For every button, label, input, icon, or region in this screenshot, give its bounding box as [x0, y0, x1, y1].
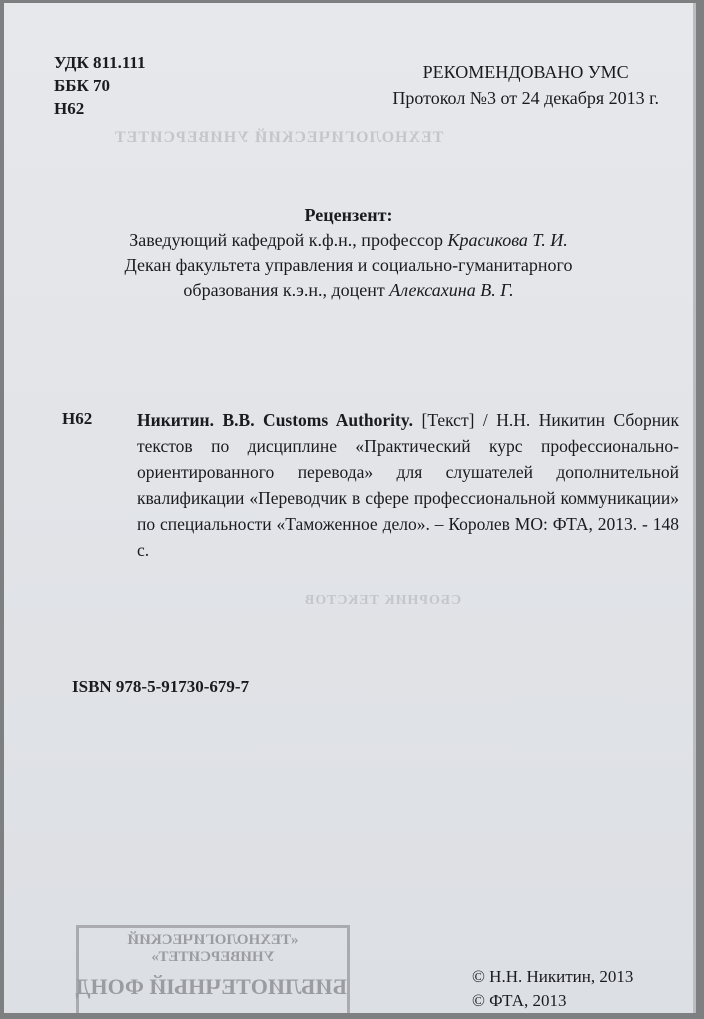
stamp-line-3: БИБЛИОТЕЧНЫЙ ФОНД [75, 974, 347, 999]
reviewer-line-2: Декан факультета управления и социально-гуманитарного [124, 255, 573, 275]
bibliographic-citation [137, 407, 679, 563]
author-mark: Н62 [54, 99, 85, 118]
citation-code: Н62 [62, 409, 93, 428]
recommendation-block [392, 59, 659, 111]
copyright-publisher: © ФТА, 2013 [472, 991, 567, 1010]
copyright-block [472, 965, 633, 1013]
stamp-line-2: УНИВЕРСИТЕТ» [151, 949, 275, 965]
reviewer-line-1 [4, 228, 693, 253]
reviewer-2-name: Алексахина В. Г. [389, 280, 514, 300]
isbn: ISBN 978-5-91730-679-7 [72, 677, 250, 696]
recommended-label: РЕКОМЕНДОВАНО УМС [422, 62, 629, 82]
classification-codes [54, 51, 145, 120]
stamp-line-1: «ТЕХНОЛОГИЧЕСКИЙ [127, 932, 299, 948]
reviewer-1-name: Красикова Т. И. [447, 230, 568, 250]
citation-author-title: Никитин. В.В. Customs Authority. [137, 410, 414, 430]
bbk-code: ББК 70 [54, 76, 111, 95]
reviewer-line-3 [4, 278, 693, 303]
reviewers-heading: Рецензент: [304, 205, 393, 225]
citation-details: [Текст] / Н.Н. Никитин Сборник текстов по дисциплине «Практический курс профессионально-ориентированного перевода» для слушателей дополнительной квалификации «Переводчик в сфере профессиональной коммуникации» по специальности «Таможенное дело». – Королев МО: ФТА, 2013. - 148 с. [137, 410, 679, 560]
library-stamp [76, 925, 350, 1013]
reviewer-2-position: образования к.э.н., доцент [183, 280, 390, 300]
show-through-text: СБОРНИК ТЕКСТОВ [304, 593, 462, 608]
protocol-line: Протокол №3 от 24 декабря 2013 г. [392, 88, 659, 108]
book-page [4, 3, 696, 1013]
udk-code: УДК 811.111 [54, 53, 146, 72]
reviewer-1-position: Заведующий кафедрой к.ф.н., профессор [129, 230, 448, 250]
copyright-author: © Н.Н. Никитин, 2013 [472, 967, 634, 986]
reviewers-block [4, 203, 693, 303]
show-through-text: ТЕХНОЛОГИЧЕСКИЙ УНИВЕРСИТЕТ [114, 129, 444, 146]
